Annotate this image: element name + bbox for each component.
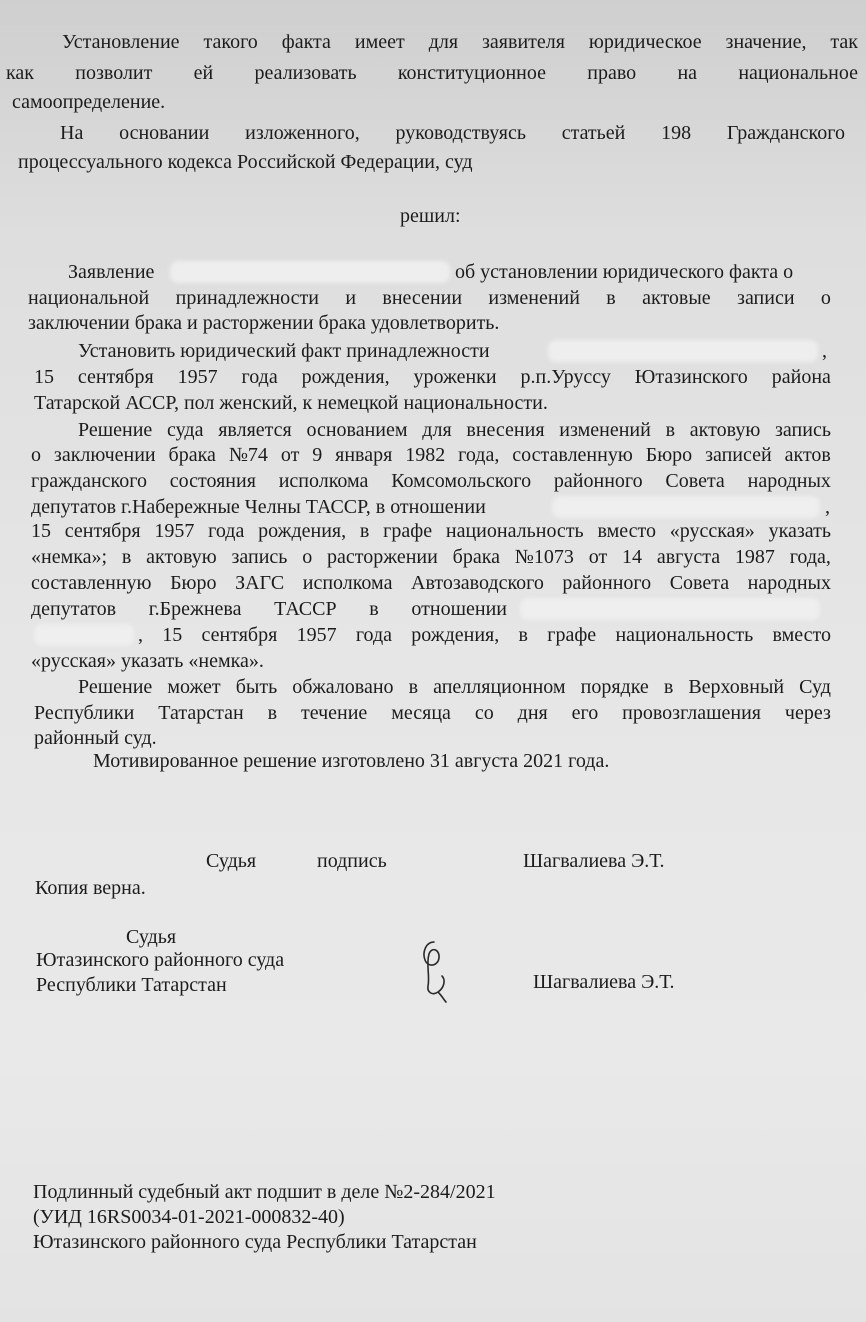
word: 1957	[177, 366, 218, 388]
word: его	[571, 702, 599, 724]
redacted-name	[552, 496, 820, 518]
word: через	[784, 702, 831, 724]
word: на	[677, 62, 698, 84]
word: исполкома	[278, 470, 369, 492]
word: в	[121, 546, 132, 568]
word: народных	[747, 470, 831, 492]
word: Бюро	[645, 444, 693, 466]
signature-label: подпись	[317, 850, 387, 872]
word: Суд	[799, 676, 831, 698]
word: года,	[789, 546, 831, 568]
word: апелляционном	[433, 676, 566, 698]
word: так	[830, 31, 858, 53]
word: для	[422, 419, 452, 441]
word: января	[335, 444, 393, 466]
judge-label: Судья	[206, 850, 257, 872]
word: составленную	[31, 572, 152, 594]
word: от	[588, 546, 608, 568]
word: изложенного,	[245, 122, 360, 144]
word: такого	[203, 31, 258, 53]
word: со	[474, 702, 494, 724]
word: национальной	[28, 287, 150, 309]
word: «русская»	[669, 520, 755, 542]
word: района	[771, 366, 831, 388]
word: статьей	[561, 122, 626, 144]
word: рождения,	[411, 624, 500, 646]
word: 198	[661, 122, 692, 144]
court-line1: Ютазинского районного суда	[36, 949, 285, 971]
p5-line6	[31, 545, 831, 569]
word: в	[665, 419, 676, 441]
p5-line4a: депутатов г.Набережные Челны ТАССР, в отношении	[31, 496, 486, 518]
word: о	[31, 444, 41, 466]
word: принадлежности	[175, 287, 319, 309]
word: значение,	[725, 31, 807, 53]
word: 1957	[154, 520, 195, 542]
redacted-name	[520, 598, 820, 620]
word: и	[345, 287, 357, 309]
p2-line1	[60, 121, 845, 145]
word: изменений	[488, 287, 580, 309]
word: актов	[784, 444, 831, 466]
word: актовые	[642, 287, 711, 309]
word: ,	[138, 624, 143, 646]
word: записи	[737, 287, 795, 309]
word: депутатов	[31, 598, 117, 620]
word: ей	[193, 62, 214, 84]
word: от	[280, 444, 300, 466]
word: в	[369, 598, 379, 620]
word: конституционное	[397, 62, 546, 84]
word: 1987	[734, 546, 775, 568]
word: ТАССР	[274, 598, 337, 620]
word: графе	[383, 520, 433, 542]
word: составленную	[512, 444, 633, 466]
word: августа	[656, 546, 721, 568]
redacted-name	[34, 624, 134, 646]
word: в	[518, 624, 528, 646]
word: вместо	[597, 520, 656, 542]
p3-line1a: Заявление	[68, 261, 155, 283]
p1-line3: самоопределение.	[12, 91, 166, 113]
p4-line1b: ,	[822, 340, 827, 362]
p5-line10: «русская» указать «немка».	[31, 650, 264, 672]
p7-line: Мотивированное решение изготовлено 31 августа 2021 года.	[93, 750, 610, 772]
word: №1073	[514, 546, 574, 568]
word: внесении	[382, 287, 463, 309]
word: внесения	[466, 419, 545, 441]
p4-line3: Татарской АССР, пол женский, к немецкой национальности.	[34, 392, 548, 414]
word: Гражданского	[726, 122, 845, 144]
word: заявителя	[482, 31, 565, 53]
word: 1982	[405, 444, 446, 466]
p6-line1	[78, 675, 831, 699]
word: состояния	[169, 470, 256, 492]
word: Автозаводского	[411, 572, 544, 594]
word: графе	[547, 624, 597, 646]
p5-line4b: ,	[825, 496, 830, 518]
word: как	[6, 62, 35, 84]
word: 15	[162, 624, 183, 646]
word: записей	[705, 444, 772, 466]
word: юридическое	[588, 31, 702, 53]
footer-line3: Ютазинского районного суда Республики Татарстан	[33, 1231, 477, 1253]
word: народных	[747, 572, 831, 594]
word: национальность	[615, 624, 754, 646]
word: Установление	[62, 31, 180, 53]
word: дня	[517, 702, 548, 724]
word: рождения,	[258, 520, 347, 542]
word: расторжении	[327, 546, 438, 568]
word: факта	[281, 31, 331, 53]
p6-line2	[34, 701, 831, 725]
word: порядке	[580, 676, 649, 698]
word: запись	[775, 419, 831, 441]
word: национальное	[738, 62, 858, 84]
p5-line5	[31, 519, 831, 543]
p6-line3: районный суд.	[34, 727, 157, 749]
word: основанием	[306, 419, 408, 441]
word: районного	[553, 470, 643, 492]
word: сентября	[77, 366, 154, 388]
word: провозглашения	[622, 702, 761, 724]
word: №74	[228, 444, 268, 466]
word: р.п.Уруссу	[520, 366, 611, 388]
word: в	[606, 287, 616, 309]
decided-heading: решил:	[400, 205, 461, 227]
copy-true: Копия верна.	[35, 877, 146, 899]
word: в	[663, 676, 674, 698]
word: исполкома	[302, 572, 393, 594]
word: Верховный	[688, 676, 785, 698]
word: является	[218, 419, 292, 441]
word: Бюро	[170, 572, 217, 594]
word: заключении	[53, 444, 156, 466]
word: сентября	[201, 624, 278, 646]
word: в	[267, 702, 278, 724]
word: года	[208, 520, 245, 542]
word: Решение	[78, 419, 153, 441]
court-line2: Республики Татарстан	[36, 974, 227, 996]
judge-label-2: Судья	[126, 926, 177, 948]
word: уроженки	[413, 366, 497, 388]
word: брака	[452, 546, 500, 568]
word: г.Брежнева	[148, 598, 242, 620]
p1-line1	[62, 30, 858, 54]
word: 15	[34, 366, 54, 388]
word: о	[302, 546, 313, 568]
p5-line2	[31, 443, 831, 467]
word: Совета	[665, 470, 725, 492]
judge-name-2: Шагвалиева Э.Т.	[533, 971, 675, 993]
p1-line2	[6, 61, 858, 85]
word: вместо	[772, 624, 831, 646]
word: основании	[119, 122, 210, 144]
word: года	[241, 366, 278, 388]
word: 14	[622, 546, 642, 568]
word: право	[587, 62, 637, 84]
word: течение	[300, 702, 368, 724]
word: Республики	[34, 702, 135, 724]
word: Совета	[669, 572, 730, 594]
word: реализовать	[254, 62, 357, 84]
word: сентября	[64, 520, 141, 542]
word: суда	[167, 419, 204, 441]
redacted-name	[170, 261, 450, 283]
word: брака	[168, 444, 216, 466]
footer-line2: (УИД 16RS0034-01-2021-000832-40)	[33, 1206, 345, 1228]
judge-name: Шагвалиева Э.Т.	[523, 850, 665, 872]
word: о	[820, 287, 831, 309]
footer-line1: Подлинный судебный акт подшит в деле №2-284/2021	[33, 1181, 496, 1203]
p3-line2	[28, 286, 831, 310]
word: актовую	[689, 419, 761, 441]
p3-line1b: об установлении юридического факта о	[455, 261, 794, 283]
word: отношении	[411, 598, 507, 620]
word: Ютазинского	[634, 366, 748, 388]
p5-line7	[31, 571, 831, 595]
word: может	[167, 676, 221, 698]
word: в	[408, 676, 419, 698]
word: быть	[235, 676, 278, 698]
handwritten-signature	[412, 936, 460, 1004]
word: года	[355, 624, 393, 646]
p5-line8	[31, 597, 507, 621]
word: актовую	[146, 546, 217, 568]
p3-line3: заключении брака и расторжении брака удовлетворить.	[28, 312, 500, 334]
word: года,	[458, 444, 500, 466]
redacted-name	[548, 340, 818, 362]
word: указать	[768, 520, 831, 542]
word: гражданского	[31, 470, 147, 492]
word: Татарстан	[158, 702, 244, 724]
p4-line1a: Установить юридический факт принадлежности	[78, 340, 490, 362]
p4-line2	[34, 365, 831, 389]
word: ЗАГС	[235, 572, 285, 594]
word: Комсомольского	[391, 470, 532, 492]
word: рождения,	[301, 366, 390, 388]
word: 1957	[296, 624, 337, 646]
p5-line3	[31, 469, 831, 493]
word: районного	[562, 572, 652, 594]
word: обжаловано	[292, 676, 394, 698]
p5-line9	[138, 623, 831, 647]
word: позволит	[75, 62, 153, 84]
word: в	[359, 520, 370, 542]
word: Решение	[78, 676, 153, 698]
word: имеет	[354, 31, 405, 53]
word: 9	[312, 444, 323, 466]
word: национальность	[445, 520, 584, 542]
word: 15	[31, 520, 51, 542]
word: для	[428, 31, 459, 53]
word: изменений	[559, 419, 651, 441]
word: руководствуясь	[395, 122, 526, 144]
word: запись	[231, 546, 288, 568]
word: месяца	[391, 702, 451, 724]
word: «немка»;	[31, 546, 108, 568]
p2-line2: процессуального кодекса Российской Федерации, суд	[18, 151, 473, 173]
p5-line1	[78, 418, 831, 442]
word: На	[60, 122, 84, 144]
